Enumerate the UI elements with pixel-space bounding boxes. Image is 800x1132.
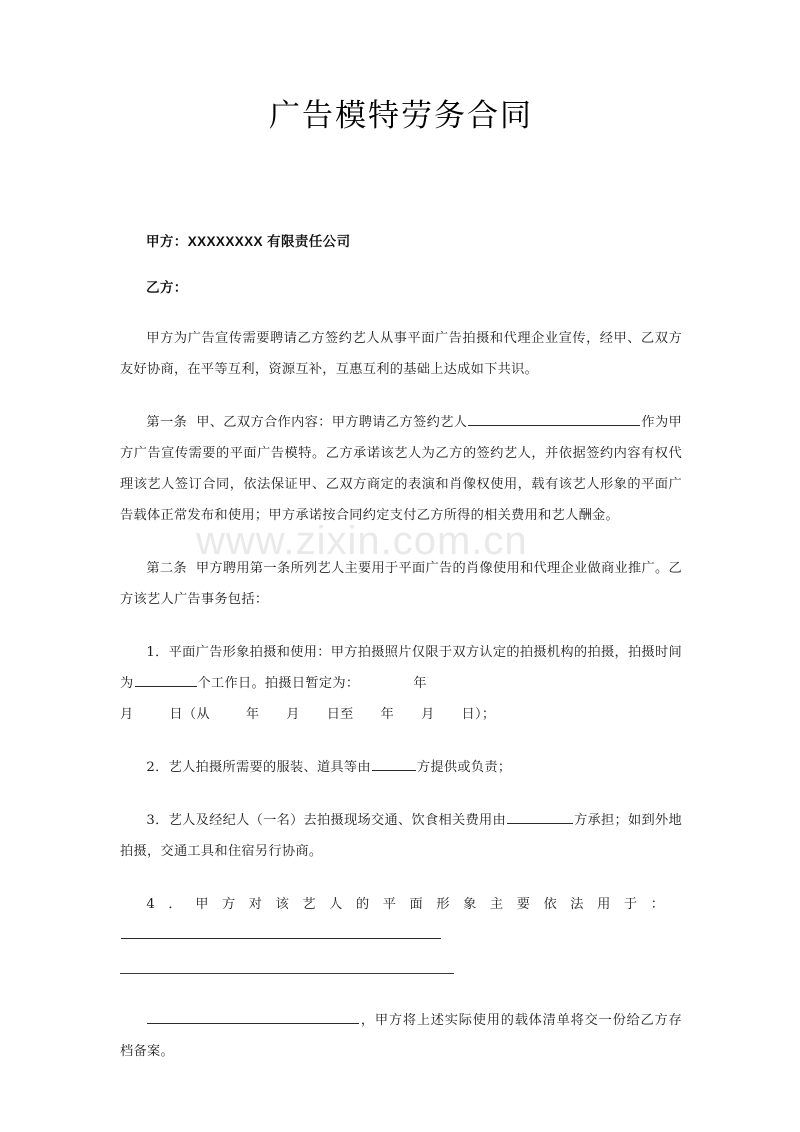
article-1-text-before-blank: 甲、乙双方合作内容：甲方聘请乙方签约艺人 <box>196 415 468 431</box>
workdays-blank[interactable] <box>135 674 197 688</box>
item-4-continuation-paragraph <box>120 1005 682 1067</box>
item-4-paragraph <box>120 889 682 951</box>
party-a-line: 甲方：XXXXXXXX 有限责任公司 <box>146 234 351 250</box>
article-1-spacer <box>187 415 196 430</box>
document-content <box>120 0 682 1067</box>
item-1-text-part-2: 个工作日。拍摄日暂定为： <box>197 676 360 692</box>
article-2-spacer <box>187 561 196 576</box>
artist-name-blank[interactable] <box>468 413 640 427</box>
item-3-number: 3． <box>146 813 169 829</box>
travel-cost-party-blank[interactable] <box>507 811 573 825</box>
item-2-number: 2． <box>146 760 169 776</box>
item-4-text-part-2: ，甲方将上述实际使用的载体清单将交一份给乙方存档备案。 <box>120 1013 682 1060</box>
site-watermark: www.zixin.com.cn <box>196 519 528 563</box>
item-3-paragraph <box>120 805 682 867</box>
item-2-paragraph <box>120 752 682 783</box>
blank-line-spacer <box>120 974 682 1005</box>
article-1-text-after-blank: 作为甲方广告宣传需要的平面广告模特。乙方承诺该艺人为乙方的签约艺人，并依据签约内容有权代理该艺人签订合同，依法保证甲、乙双方商定的表演和肖像权使用，载有该艺人形象的平面广告载体正常发布和使用；甲方承诺按合同约定支付乙方所得的相关费用和艺人酬金。 <box>120 415 682 524</box>
page-title: 广告模特劳务合同 <box>269 98 533 134</box>
usage-scope-blank-1[interactable] <box>121 926 441 940</box>
preamble-paragraph: 甲方为广告宣传需要聘请乙方签约艺人从事平面广告拍摄和代理企业宣传，经甲、乙双方友好协商，在平等互利，资源互补，互惠互利的基础上达成如下共识。 <box>120 331 682 378</box>
shoot-date-line: 月 日（从 年 月 日至 年 月 日）； <box>120 707 496 723</box>
item-1-text-part-1: 平面广告形象拍摄和使用：甲方拍摄照片仅限于双方认定的拍摄机构的拍摄，拍摄时间为 <box>120 645 682 692</box>
item-1-paragraph <box>120 637 682 699</box>
party-b-line: 乙方： <box>146 280 188 296</box>
usage-scope-blank-3[interactable] <box>147 1011 359 1025</box>
item-2-text-part-2: 方提供或负责； <box>416 760 512 776</box>
article-1-heading: 第一条 <box>146 415 188 431</box>
wardrobe-party-blank[interactable] <box>372 758 416 772</box>
item-1-year-unit: 年 <box>413 676 427 692</box>
article-2-heading: 第二条 <box>146 561 187 577</box>
article-1-paragraph <box>120 407 682 531</box>
item-4-number: 4． <box>146 897 196 913</box>
item-3-text-part-2: 方承担；如到外地拍摄，交通工具和住宿另行协商。 <box>120 813 682 860</box>
article-2-paragraph <box>120 553 682 615</box>
item-4-text-part-1: 甲方对该艺人的平面形象主要依法用于： <box>195 897 678 913</box>
item-1-number: 1． <box>146 645 169 661</box>
item-4-colon-space <box>678 897 683 912</box>
article-2-text: 甲方聘用第一条所列艺人主要用于平面广告的肖像使用和代理企业做商业推广。乙方该艺人广告事务包括： <box>120 561 683 608</box>
item-2-text-part-1: 艺人拍摄所需要的服装、道具等由 <box>168 760 371 776</box>
item-3-text-part-1: 艺人及经纪人（一名）去拍摄现场交通、饮食相关费用由 <box>168 813 507 829</box>
item-1-year-spacer <box>359 676 413 691</box>
